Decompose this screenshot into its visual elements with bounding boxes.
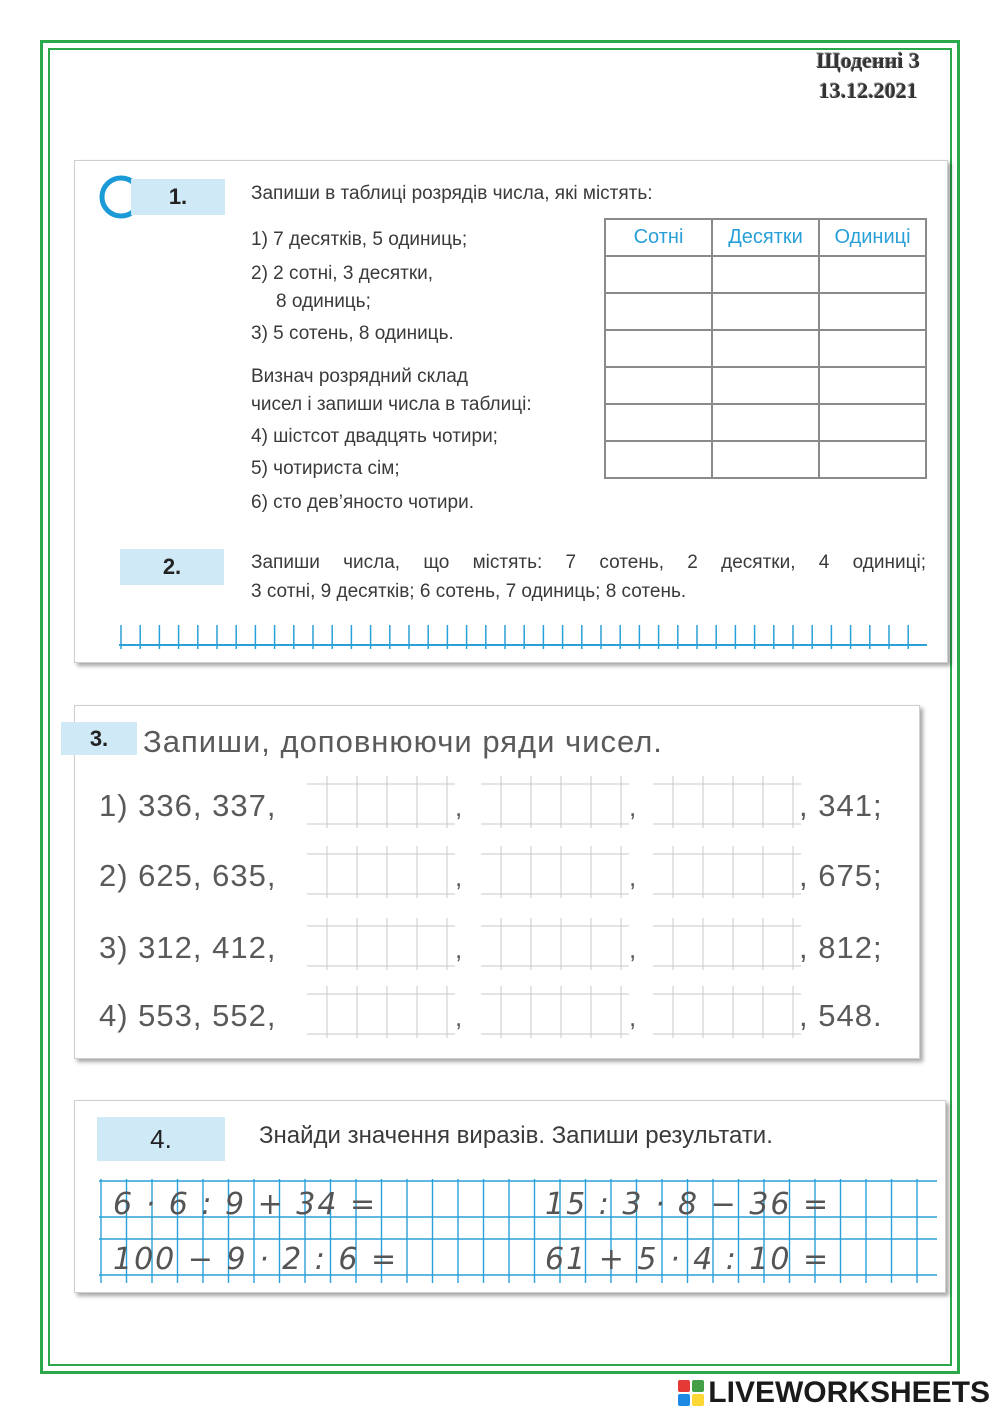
- task1-item-6: 6) сто дев’яносто чотири.: [251, 492, 474, 513]
- task3-instruction: Запиши, доповнюючи ряди чисел.: [143, 724, 663, 759]
- answer-box[interactable]: [653, 918, 801, 970]
- answer-box[interactable]: [481, 846, 629, 898]
- table-cell[interactable]: [819, 293, 926, 330]
- table-row: [605, 256, 926, 293]
- comma-separator: ,: [455, 792, 464, 822]
- table-cell[interactable]: [819, 367, 926, 404]
- table-cell[interactable]: [605, 404, 712, 441]
- task4-instruction: Знайди значення виразів. Запиши результати.: [259, 1122, 773, 1149]
- task4-card: [74, 1100, 946, 1293]
- task2-line1: Запиши числа, що містять: 7 сотень, 2 десятки, 4 одиниці;: [251, 552, 926, 573]
- table-cell[interactable]: [712, 404, 819, 441]
- table-row: [605, 441, 926, 478]
- comma-separator: ,: [455, 862, 464, 892]
- table-cell[interactable]: [605, 256, 712, 293]
- task1-item-1: 1) 7 десятків, 5 одиниць;: [251, 229, 468, 250]
- task1-item-2: 2) 2 сотні, 3 десятки,: [251, 263, 434, 284]
- comma-separator: ,: [629, 934, 638, 964]
- task3-card: [74, 705, 920, 1059]
- table-header-row: [605, 219, 926, 256]
- task1-number: 1.: [131, 179, 225, 215]
- comma-separator: ,: [629, 792, 638, 822]
- table-row: [605, 330, 926, 367]
- answer-box[interactable]: [653, 846, 801, 898]
- table-row: [605, 404, 926, 441]
- sequence-start: 1) 336, 337,: [99, 788, 277, 823]
- comma-separator: ,: [629, 862, 638, 892]
- table-row: [605, 367, 926, 404]
- expression-4: 61 + 5 · 4 : 10 =: [545, 1242, 831, 1277]
- task1-instruction2b: чисел і запиши числа в таблиці:: [251, 394, 532, 415]
- task2-line2: 3 сотні, 9 десятків; 6 сотень, 7 одиниць; 8 сотень.: [251, 581, 687, 602]
- task1-item-2b: 8 одиниць;: [276, 291, 371, 312]
- place-value-table: [604, 218, 927, 479]
- footer-brand-text: LIVEWORKSHEETS: [708, 1376, 990, 1409]
- sequence-end: , 341;: [799, 788, 883, 823]
- answer-box[interactable]: [307, 986, 455, 1038]
- task1-card: [74, 160, 948, 663]
- header: [817, 46, 920, 106]
- sequence-end: , 675;: [799, 858, 883, 893]
- task2-number: 2.: [120, 549, 224, 585]
- sequence-end: , 812;: [799, 930, 883, 965]
- answer-box[interactable]: [481, 986, 629, 1038]
- task3-number: 3.: [61, 722, 137, 755]
- expression-3: 100 − 9 · 2 : 6 =: [113, 1242, 399, 1277]
- task1-item-5: 5) чотириста сім;: [251, 458, 400, 479]
- task1-item-3: 3) 5 сотень, 8 одиниць.: [251, 323, 454, 344]
- table-header-units: Одиниці: [819, 219, 926, 256]
- expression-1: 6 · 6 : 9 + 34 =: [113, 1187, 378, 1222]
- table-cell[interactable]: [819, 330, 926, 367]
- answer-box[interactable]: [653, 776, 801, 828]
- sequence-end: , 548.: [799, 998, 883, 1033]
- table-cell[interactable]: [819, 256, 926, 293]
- footer-brand: [678, 1376, 990, 1410]
- comma-separator: ,: [455, 934, 464, 964]
- task4-number: 4.: [97, 1117, 225, 1161]
- answer-box[interactable]: [307, 918, 455, 970]
- comma-separator: ,: [629, 1002, 638, 1032]
- comma-separator: ,: [455, 1002, 464, 1032]
- answer-ruler[interactable]: [119, 621, 927, 649]
- table-header-tens: Десятки: [712, 219, 819, 256]
- task1-item-4: 4) шістсот двадцять чотири;: [251, 426, 498, 447]
- table-cell[interactable]: [819, 441, 926, 478]
- answer-box[interactable]: [307, 846, 455, 898]
- table-cell[interactable]: [605, 293, 712, 330]
- table-cell[interactable]: [819, 404, 926, 441]
- answer-box[interactable]: [481, 776, 629, 828]
- table-cell[interactable]: [712, 256, 819, 293]
- table-cell[interactable]: [605, 441, 712, 478]
- sequence-start: 2) 625, 635,: [99, 858, 277, 893]
- liveworksheets-logo-icon: [678, 1380, 704, 1406]
- table-cell[interactable]: [605, 330, 712, 367]
- answer-box[interactable]: [653, 986, 801, 1038]
- sequence-start: 4) 553, 552,: [99, 998, 277, 1033]
- table-row: [605, 293, 926, 330]
- sequence-start: 3) 312, 412,: [99, 930, 277, 965]
- header-title: Щоденні 3: [816, 48, 920, 73]
- table-cell[interactable]: [712, 330, 819, 367]
- table-header-hundreds: Сотні: [605, 219, 712, 256]
- header-date: 13.12.2021: [818, 78, 918, 103]
- table-cell[interactable]: [605, 367, 712, 404]
- table-cell[interactable]: [712, 293, 819, 330]
- answer-box[interactable]: [307, 776, 455, 828]
- task1-instruction: Запиши в таблиці розрядів числа, які містять:: [251, 183, 653, 204]
- task1-instruction2a: Визнач розрядний склад: [251, 366, 468, 387]
- expression-2: 15 : 3 · 8 − 36 =: [545, 1187, 831, 1222]
- table-cell[interactable]: [712, 441, 819, 478]
- answer-box[interactable]: [481, 918, 629, 970]
- table-cell[interactable]: [712, 367, 819, 404]
